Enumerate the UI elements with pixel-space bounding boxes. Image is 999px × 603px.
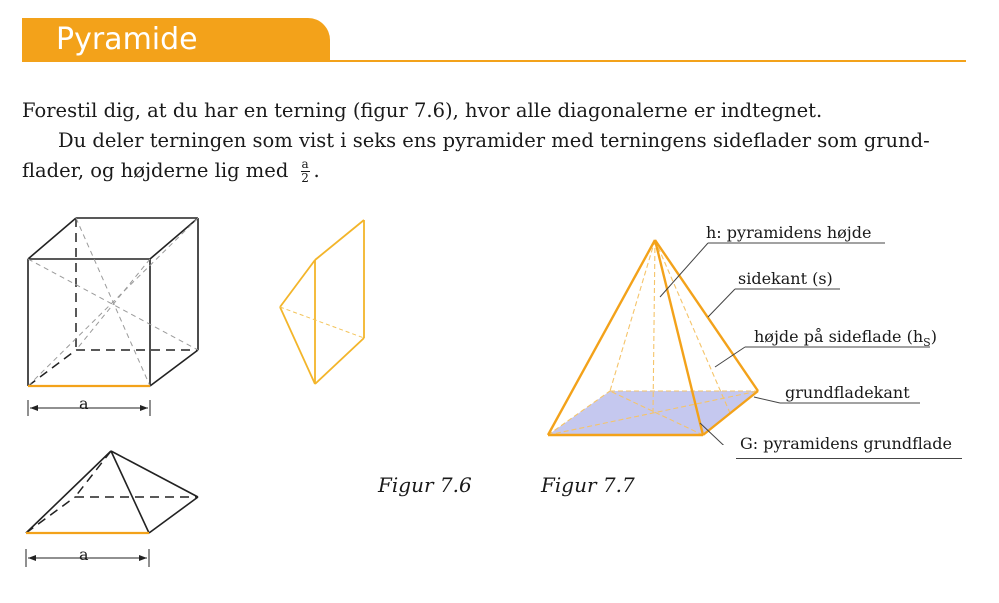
- label-height: h: pyramidens højde: [706, 223, 872, 242]
- label-slant-height-close: ): [930, 327, 937, 346]
- label-slant-height-subscript: S: [923, 336, 931, 350]
- pyramid-dimension-label: a: [79, 545, 89, 564]
- base-label-underline: [736, 458, 962, 459]
- side-edge: [655, 240, 758, 391]
- cube-space-diagonal: [28, 218, 198, 386]
- paragraph-3: [22, 156, 972, 186]
- arrowhead: [140, 405, 148, 411]
- yellow-slice-figure: [275, 212, 375, 392]
- fraction-denominator: 2: [301, 171, 309, 185]
- label-side-edge: sidekant (s): [738, 269, 833, 288]
- label-slant-height-text: højde på sideflade (h: [754, 327, 924, 346]
- cube-edge: [28, 218, 76, 259]
- paragraph-3-end: .: [313, 159, 320, 182]
- cube-edge: [150, 218, 198, 259]
- arrowhead: [30, 405, 38, 411]
- paragraph-3-text: flader, og højderne lig med: [22, 159, 289, 182]
- slant-height-line: [655, 240, 730, 413]
- label-base-face: G: pyramidens grundflade: [740, 434, 952, 453]
- figure-7-7-caption: Figur 7.7: [541, 473, 635, 497]
- section-title: Pyramide: [56, 22, 198, 57]
- cube-space-diagonal: [76, 259, 150, 350]
- cube-dimension-label: a: [79, 394, 89, 413]
- height-line: [653, 240, 655, 413]
- paragraph-1: Forestil dig, at du har en terning (figur 7.6), hvor alle diagonalerne er indtegnet.: [22, 99, 823, 122]
- header-rule: [22, 60, 966, 62]
- paragraph-2: Du deler terningen som vist i seks ens pyramider med terningens sideflader som grund-: [58, 129, 930, 152]
- fraction-a-over-2: [301, 159, 310, 184]
- small-pyramid-figure: [18, 445, 218, 575]
- cube-edge: [150, 350, 198, 386]
- fraction-numerator: a: [301, 157, 309, 171]
- figure-7-6-caption: Figur 7.6: [378, 473, 472, 497]
- cube-hidden-edge: [28, 350, 76, 386]
- cube-diagonals-figure: [18, 212, 218, 422]
- label-slant-height: [754, 327, 937, 349]
- label-base-edge: grundfladekant: [785, 383, 910, 402]
